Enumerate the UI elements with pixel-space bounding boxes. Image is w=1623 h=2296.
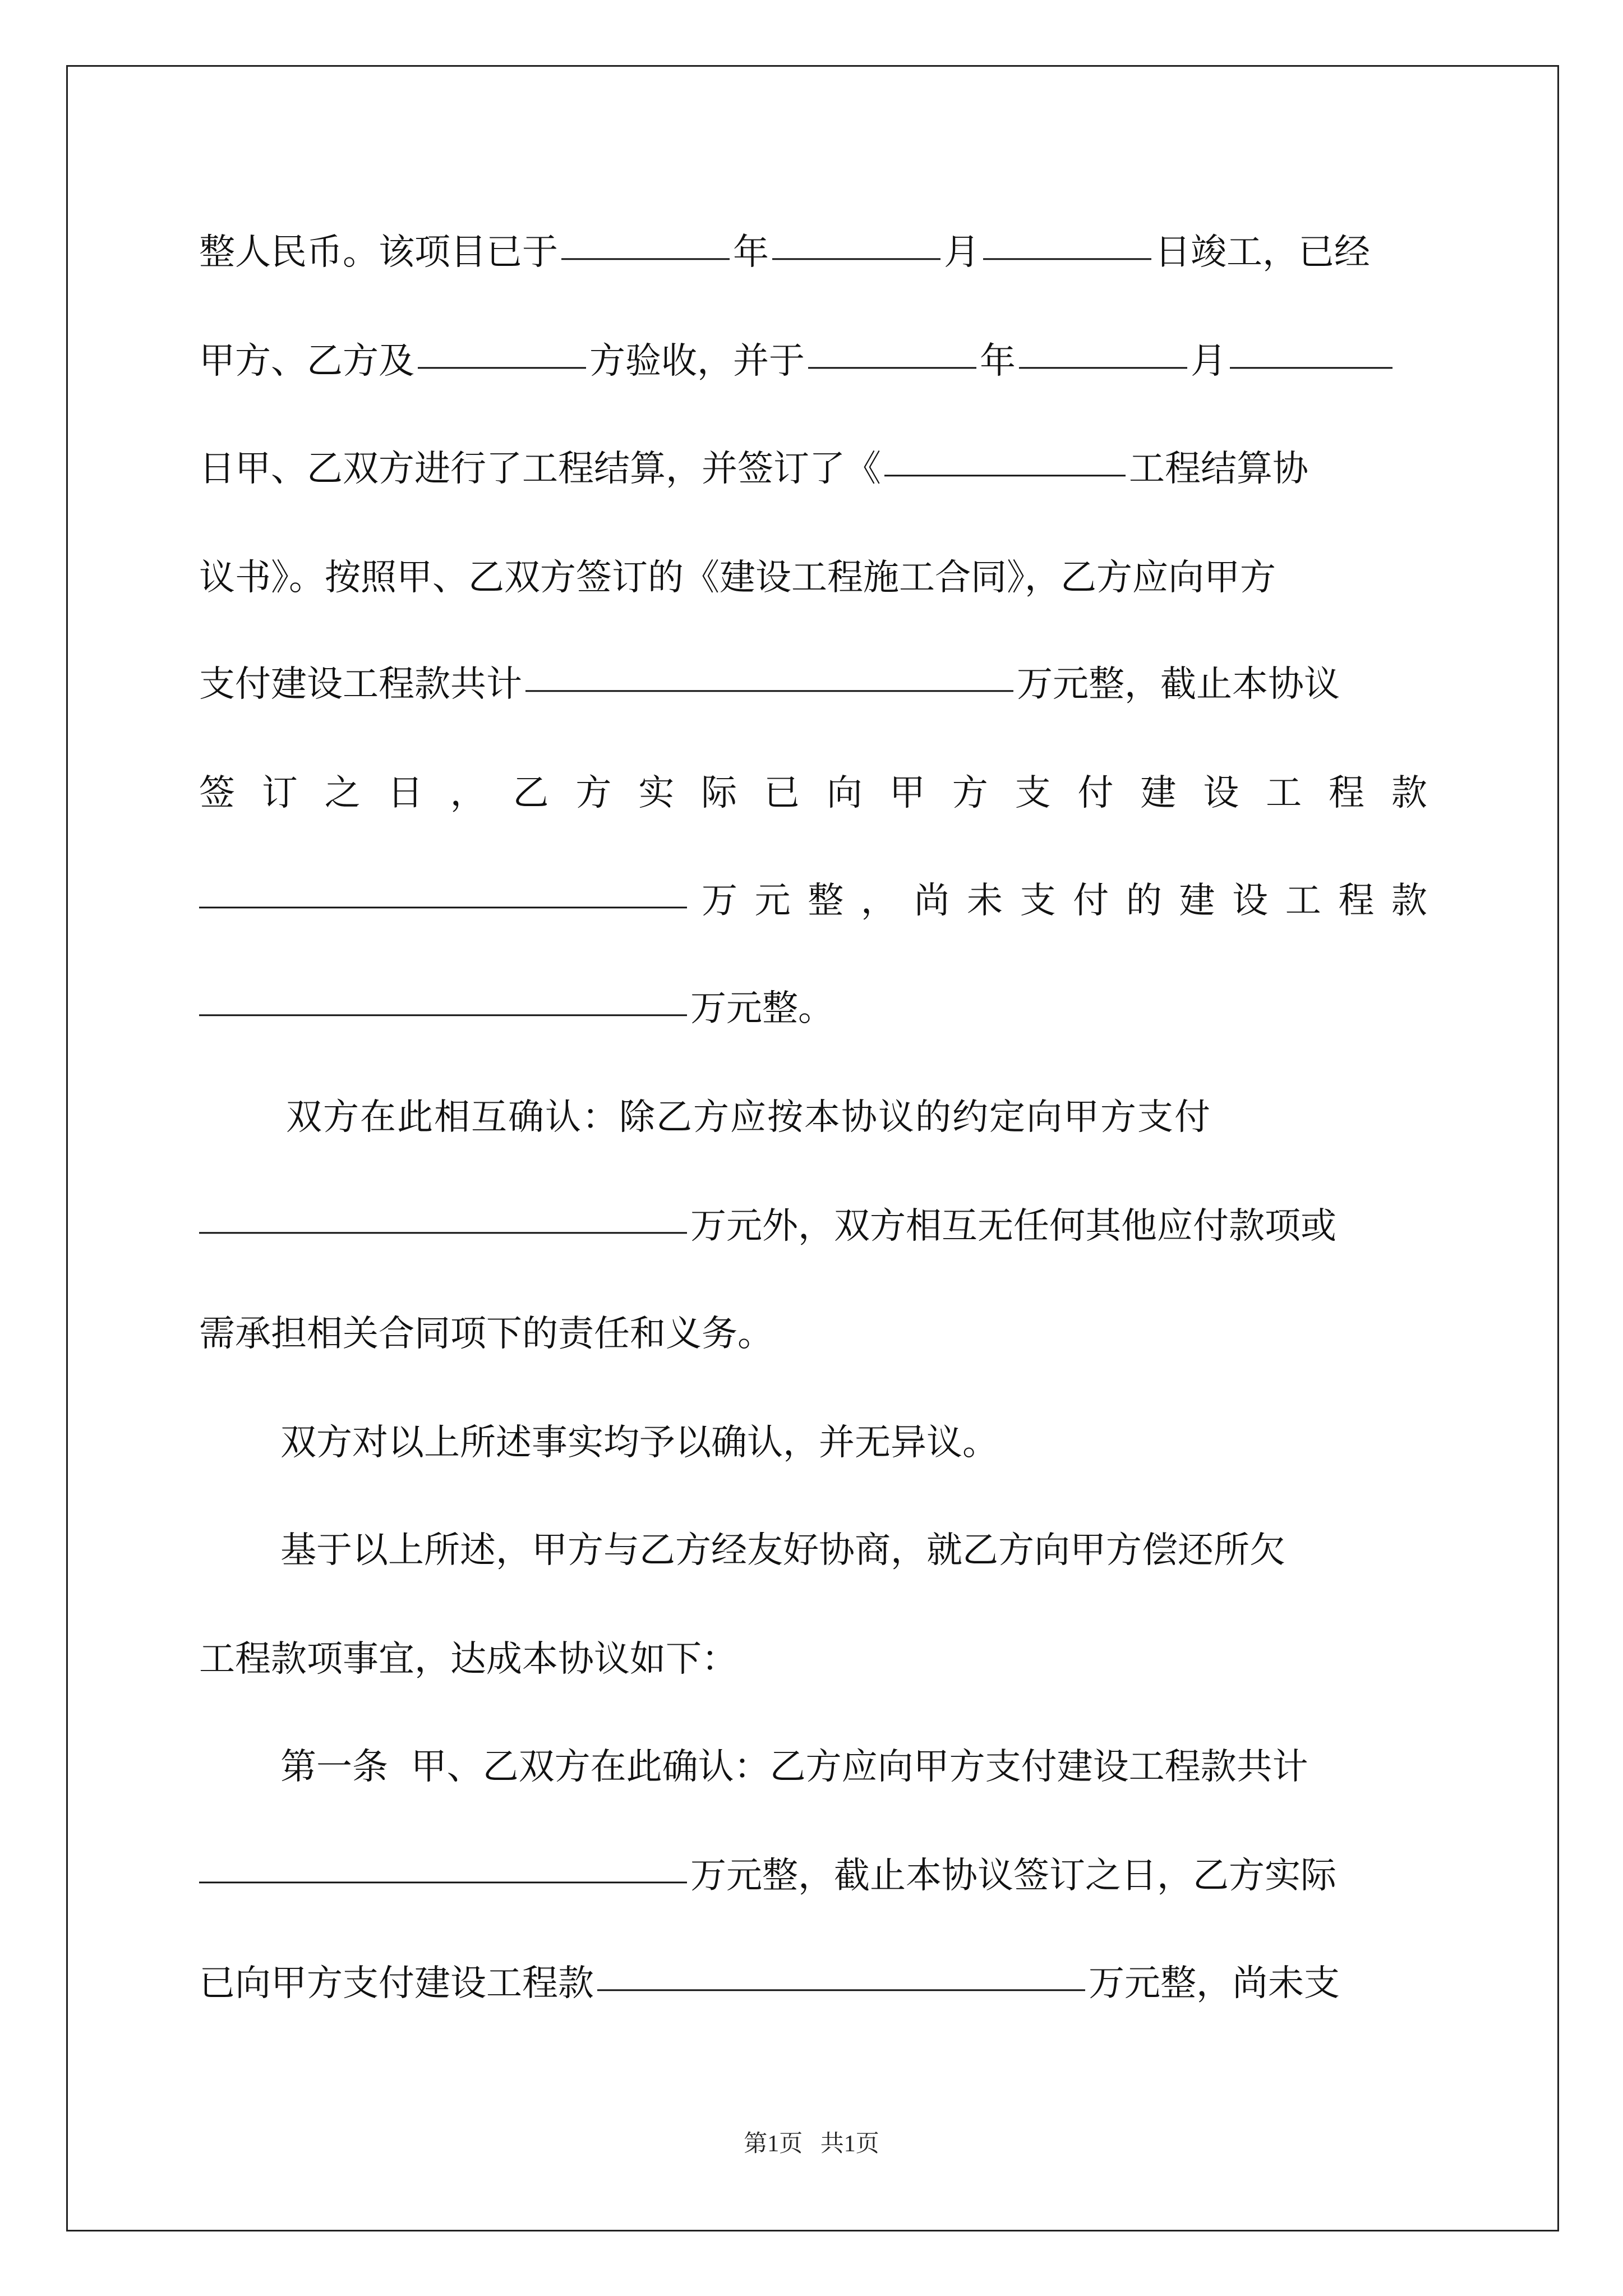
text-segment: 支付建设工程款共计 [199, 664, 522, 705]
body-line-10 [199, 1193, 1427, 1260]
fill-in-blank[interactable] [597, 1957, 1085, 1991]
text-char: 订 [261, 772, 298, 814]
body-line-5 [199, 651, 1427, 718]
text-segment: 双方对以上所述事实均予以确认，并无异议。 [280, 1422, 998, 1464]
body-line-8 [199, 975, 1427, 1042]
text-char: 方 [575, 772, 612, 814]
text-segment: 万元外，双方相互无任何其他应付款项或 [690, 1205, 1336, 1247]
text-segment: 日竣工，已经 [1155, 232, 1370, 273]
text-char: 付 [1073, 880, 1109, 922]
fill-in-blank[interactable] [983, 226, 1151, 260]
text-char: 未 [967, 880, 1003, 922]
text-segment: 整人民币。该项目已于 [199, 232, 558, 273]
fill-in-blank[interactable] [199, 1849, 687, 1884]
fill-in-blank[interactable] [418, 335, 586, 369]
text-segment: 工程结算协 [1129, 448, 1308, 490]
text-char: 建 [1179, 880, 1215, 922]
body-line-11 [199, 1300, 1427, 1368]
body-line-6 [199, 760, 1427, 827]
body-line-15 [280, 1733, 1427, 1801]
text-char: ， [450, 772, 486, 814]
fill-in-blank[interactable] [1230, 335, 1393, 369]
text-char: 元 [754, 880, 791, 922]
text-char: 的 [1126, 880, 1162, 922]
text-segment: 万元整。 [690, 988, 834, 1029]
text-segment: 甲方、乙方及 [199, 341, 414, 382]
fill-in-blank[interactable] [772, 226, 940, 260]
body-line-4 [199, 544, 1427, 611]
text-char: 签 [199, 772, 235, 814]
text-segment: 月 [944, 232, 980, 273]
text-segment: 年 [733, 232, 769, 273]
text-segment: 万元整，截止本协议 [1017, 664, 1340, 705]
text-char: 实 [638, 772, 675, 814]
text-char: 支 [1020, 880, 1056, 922]
text-char: 工 [1266, 772, 1302, 814]
body-line-14 [199, 1626, 1427, 1693]
body-line-1 [199, 219, 1427, 286]
distributed-text [702, 867, 1427, 935]
text-segment: 工程款项事宜，达成本协议如下： [199, 1639, 737, 1680]
text-char: 款 [1391, 880, 1427, 922]
fill-in-blank[interactable] [884, 443, 1126, 477]
text-segment: 日甲、乙双方进行了工程结算，并签订了《 [199, 448, 881, 490]
fill-in-blank[interactable] [199, 982, 687, 1016]
fill-in-blank[interactable] [561, 226, 730, 260]
body-line-9 [286, 1084, 1427, 1151]
text-segment: 万元整，尚未支 [1089, 1963, 1340, 2004]
text-char: 整 [808, 880, 844, 922]
body-line-16 [199, 1842, 1427, 1910]
text-char: 际 [701, 772, 737, 814]
text-char: 方 [952, 772, 988, 814]
body-line-7 [199, 867, 1427, 935]
page-number-info: 第1页 共1页 [744, 2131, 879, 2157]
fill-in-blank[interactable] [199, 1200, 687, 1234]
page-footer [0, 2125, 1623, 2159]
text-char: 工 [1285, 880, 1321, 922]
text-segment: 方验收，并于 [589, 341, 805, 382]
text-segment: 基于以上所述，甲方与乙方经友好协商，就乙方向甲方偿还所欠 [280, 1530, 1285, 1571]
text-char: 付 [1077, 772, 1114, 814]
text-char: 甲 [889, 772, 925, 814]
text-char: 设 [1232, 880, 1269, 922]
fill-in-blank[interactable] [525, 658, 1013, 692]
text-segment: 已向甲方支付建设工程款 [199, 1963, 594, 2004]
text-char: 日 [387, 772, 423, 814]
text-segment: 第一条 甲、乙双方在此确认：乙方应向甲方支付建设工程款共计 [280, 1746, 1308, 1788]
fill-in-blank[interactable] [808, 335, 976, 369]
text-char: 程 [1338, 880, 1375, 922]
text-char: 尚 [914, 880, 950, 922]
body-line-12 [280, 1409, 1427, 1476]
text-char: 支 [1015, 772, 1051, 814]
text-segment: 年 [980, 341, 1016, 382]
text-segment: 万元整，截止本协议签订之日，乙方实际 [690, 1855, 1336, 1897]
fill-in-blank[interactable] [199, 875, 687, 909]
text-segment: 需承担相关合同项下的责任和义务。 [199, 1313, 773, 1355]
text-segment: 双方在此相互确认：除乙方应按本协议的约定向甲方支付 [286, 1097, 1211, 1138]
fill-in-blank[interactable] [1019, 335, 1187, 369]
text-char: 建 [1140, 772, 1177, 814]
text-char: 设 [1203, 772, 1239, 814]
body-line-2 [199, 328, 1427, 395]
body-line-13 [280, 1517, 1427, 1584]
body-line-3 [199, 435, 1427, 503]
body-line-17 [199, 1950, 1427, 2017]
text-char: 款 [1391, 772, 1427, 814]
text-char: 已 [764, 772, 800, 814]
text-char: 程 [1329, 772, 1365, 814]
text-char: 向 [826, 772, 863, 814]
text-char: 之 [324, 772, 361, 814]
text-segment: 月 [1191, 341, 1227, 382]
text-segment: 议书》。按照甲、乙双方签订的《建设工程施工合同》，乙方应向甲方 [199, 557, 1276, 599]
text-char: ， [860, 880, 897, 922]
text-char: 乙 [513, 772, 549, 814]
text-char: 万 [702, 880, 737, 922]
